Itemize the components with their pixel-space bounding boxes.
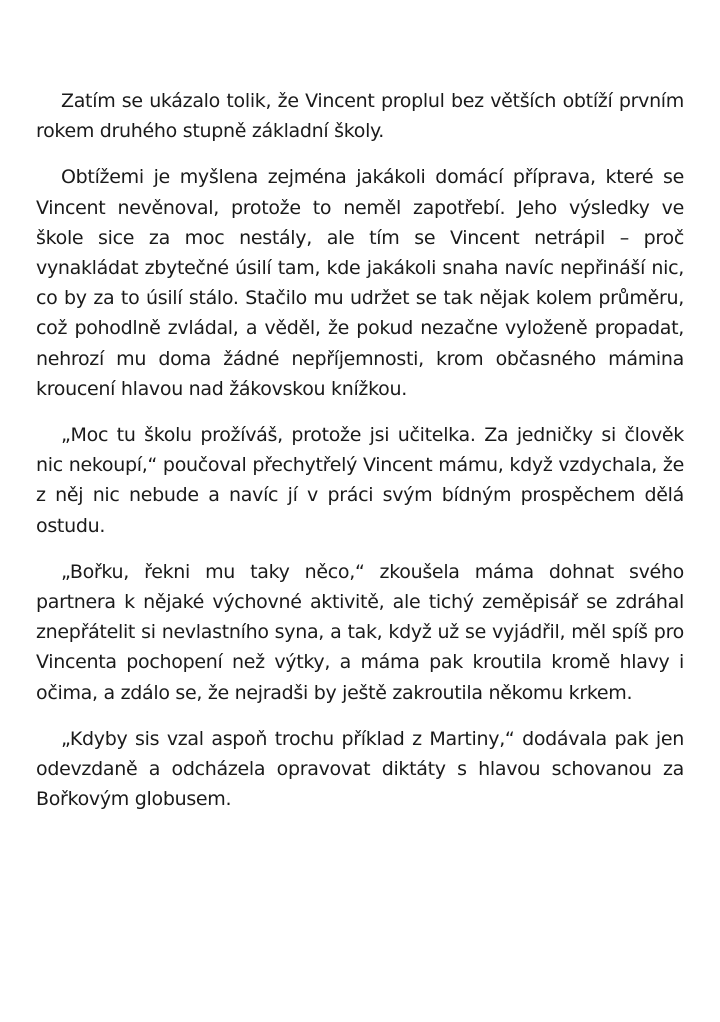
paragraph-2: Obtížemi je myšlena zejména jakákoli domácí příprava, které se Vincent nevěnoval, protože to neměl zapotřebí. Jeho výsledky ve škole sice za moc nestály, ale tím se Vincent netrápil – proč vynakládat zbytečné úsilí tam, kde jakákoli snaha navíc nepřináší nic, co by za to úsilí stálo. Stačilo mu udržet se tak nějak kolem průměru, což pohodlně zvládal, a věděl, že pokud nezačne vyloženě propadat, nehrozí mu doma žádné nepříjemnosti, krom občasného mámina kroucení hlavou nad žákovskou knížkou. [36,166,684,400]
paragraph-5: „Kdyby sis vzal aspoň trochu příklad z Martiny,“ dodávala pak jen odevzdaně a odcházela opravovat diktáty s hlavou schovanou za Bořkovým globusem. [36,727,684,811]
paragraph-4: „Bořku, řekni mu taky něco,“ zkoušela máma dohnat svého partnera k nějaké výchovné aktivitě, ale tichý zeměpisář se zdráhal znepřátelit si nevlastního syna, a tak, když už se vyjádřil, měl spíš pro Vincenta pochopení než výtky, a máma pak kroutila kromě hlavy i očima, a zdálo se, že nejradši by ještě zakroutila někomu krkem. [36,560,684,704]
paragraph-3: „Moc tu školu prožíváš, protože jsi učitelka. Za jedničky si člověk nic nekoupí,“ poučoval přechytřelý Vincent mámu, když vzdychala, že z něj nic nebude a navíc jí v práci svým bídným prospěchem dělá ostudu. [36,424,684,537]
document-page [36,86,684,830]
paragraph-1: Zatím se ukázalo tolik, že Vincent proplul bez větších obtíží prvním rokem druhého stupně základní školy. [36,90,684,143]
